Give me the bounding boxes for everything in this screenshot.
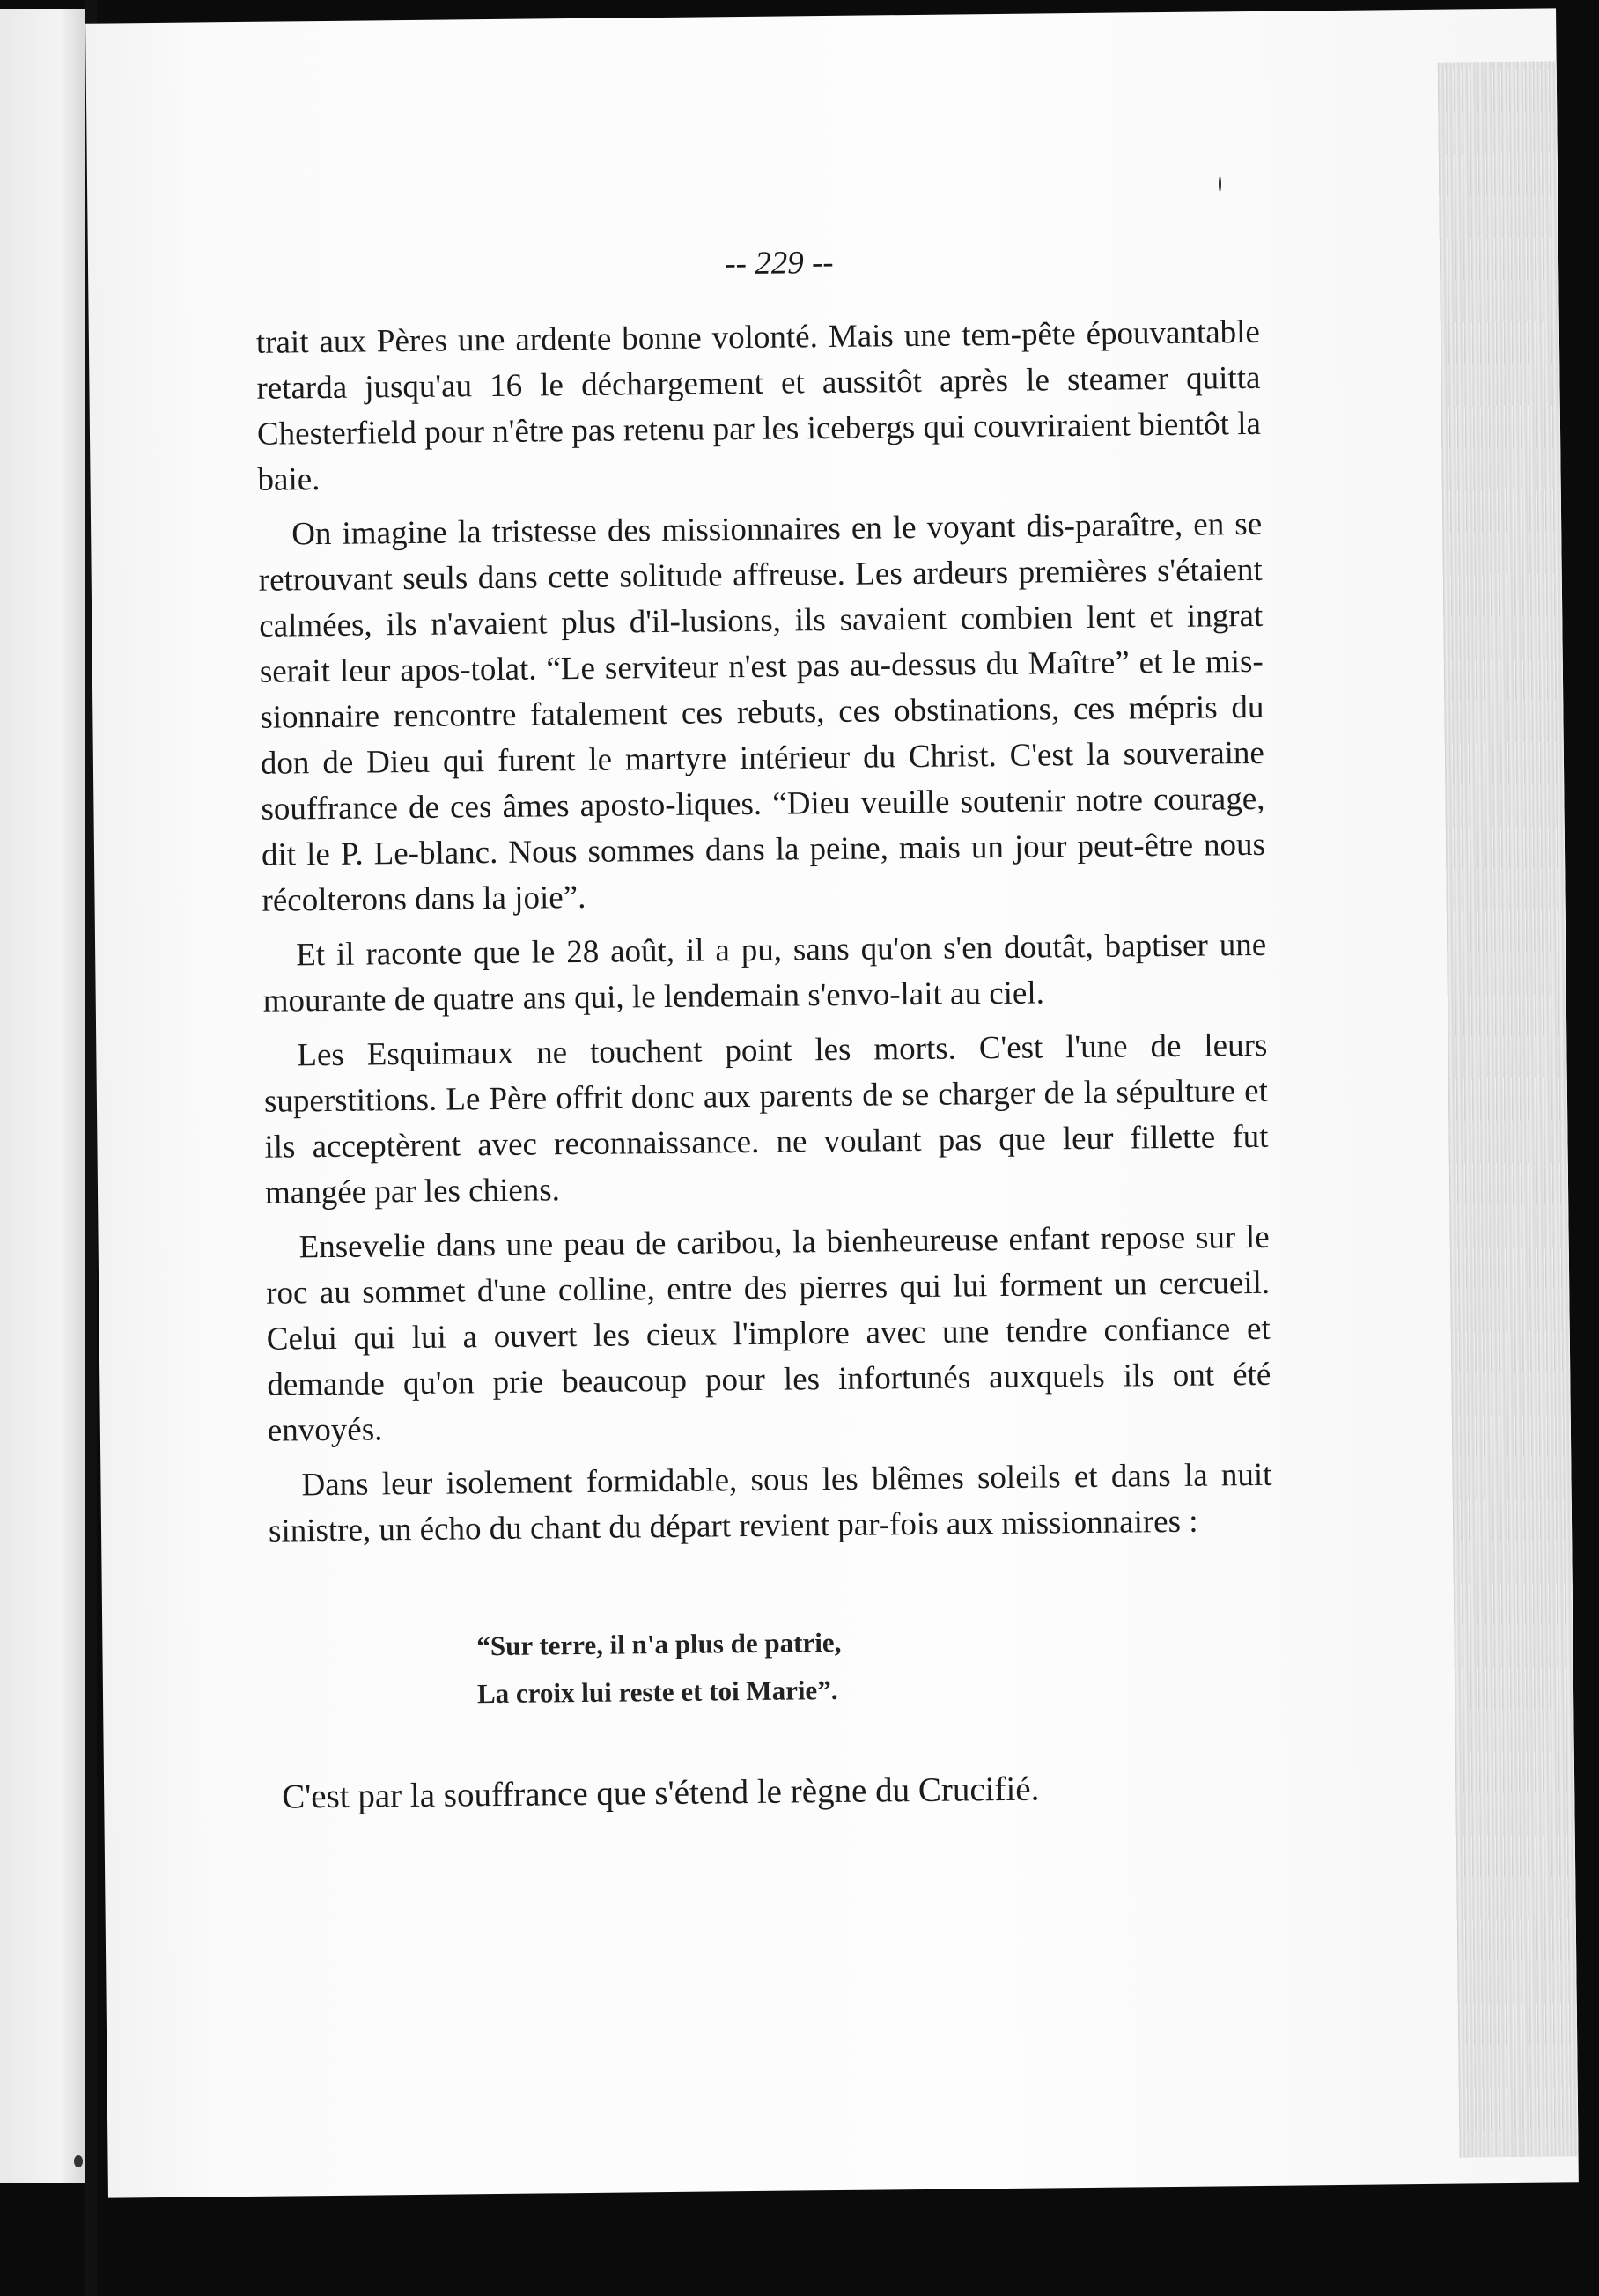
page-fore-edge <box>1438 61 1579 2157</box>
paragraph-6: Dans leur isolement formidable, sous les blêmes soleils et dans la nuit sinistre, un écho du chant du départ revient par-fois aux missionnaires : <box>268 1456 1272 1549</box>
closing-sentence: C'est par la souffrance que s'étend le règne du Crucifié. <box>281 1770 1040 1816</box>
paragraph-3: Et il raconte que le 28 août, il a pu, sans qu'on s'en doutât, baptiser une mourante de quatre ans qui, le lendemain s'envo-lait au ciel. <box>262 926 1267 1019</box>
verse-line-2: La croix lui reste et toi Marie”. <box>476 1674 838 1710</box>
book-page <box>85 8 1579 2197</box>
paragraph-5: Ensevelie dans une peau de caribou, la bienheureuse enfant repose sur le roc au sommet d'une colline, entre des pierres qui lui forment un cercueil. Celui qui lui a ouvert les cieux l'implore avec une tendre confiance et demande qu'on prie beaucoup pour les infortunés auxquels ils ont été envoyés. <box>266 1218 1271 1449</box>
verse-quote <box>269 1615 1274 1720</box>
paragraph-1: trait aux Pères une ardente bonne volonté. Mais une tem-pête épouvantable retarda jusqu'au 16 le déchargement et aussitôt après le steamer quitta Chesterfield pour n'être pas retenu par les icebergs qui couvriraient bientôt la baie. <box>255 313 1262 498</box>
verse-line-1: “Sur terre, il n'a plus de patrie, <box>476 1626 842 1662</box>
left-page-edge <box>0 9 85 2183</box>
page-number: -- 229 -- <box>725 244 834 283</box>
page-text-block <box>255 236 1276 1829</box>
scan-speck <box>1219 176 1221 192</box>
paragraph-2: On imagine la tristesse des missionnaires en le voyant dis-paraître, en se retrouvant seuls dans cette solitude affreuse. Les ardeurs premières s'étaient calmées, ils n'avaient plus d'il-lusions, ils savaient combien lent et ingrat serait leur apos-tolat. “Le serviteur n'est pas au-dessus du Maître” et le mis-sionnaire rencontre fatalement ces rebuts, ces obstinations, ces mépris du don de Dieu qui furent le martyre intérieur du Christ. C'est la souveraine souffrance de ces âmes aposto-liques. “Dieu veuille soutenir notre courage, dit le P. Le-blanc. Nous sommes dans la peine, mais un jour peut-être nous récolterons dans la joie”. <box>258 505 1266 919</box>
paragraph-4: Les Esquimaux ne touchent point les morts. C'est l'une de leurs superstitions. Le Père offrit donc aux parents de se charger de la sépulture et ils acceptèrent avec reconnaissance. ne voulant pas que leur fillette fut mangée par les chiens. <box>263 1027 1269 1211</box>
scan-speck <box>74 2155 83 2167</box>
